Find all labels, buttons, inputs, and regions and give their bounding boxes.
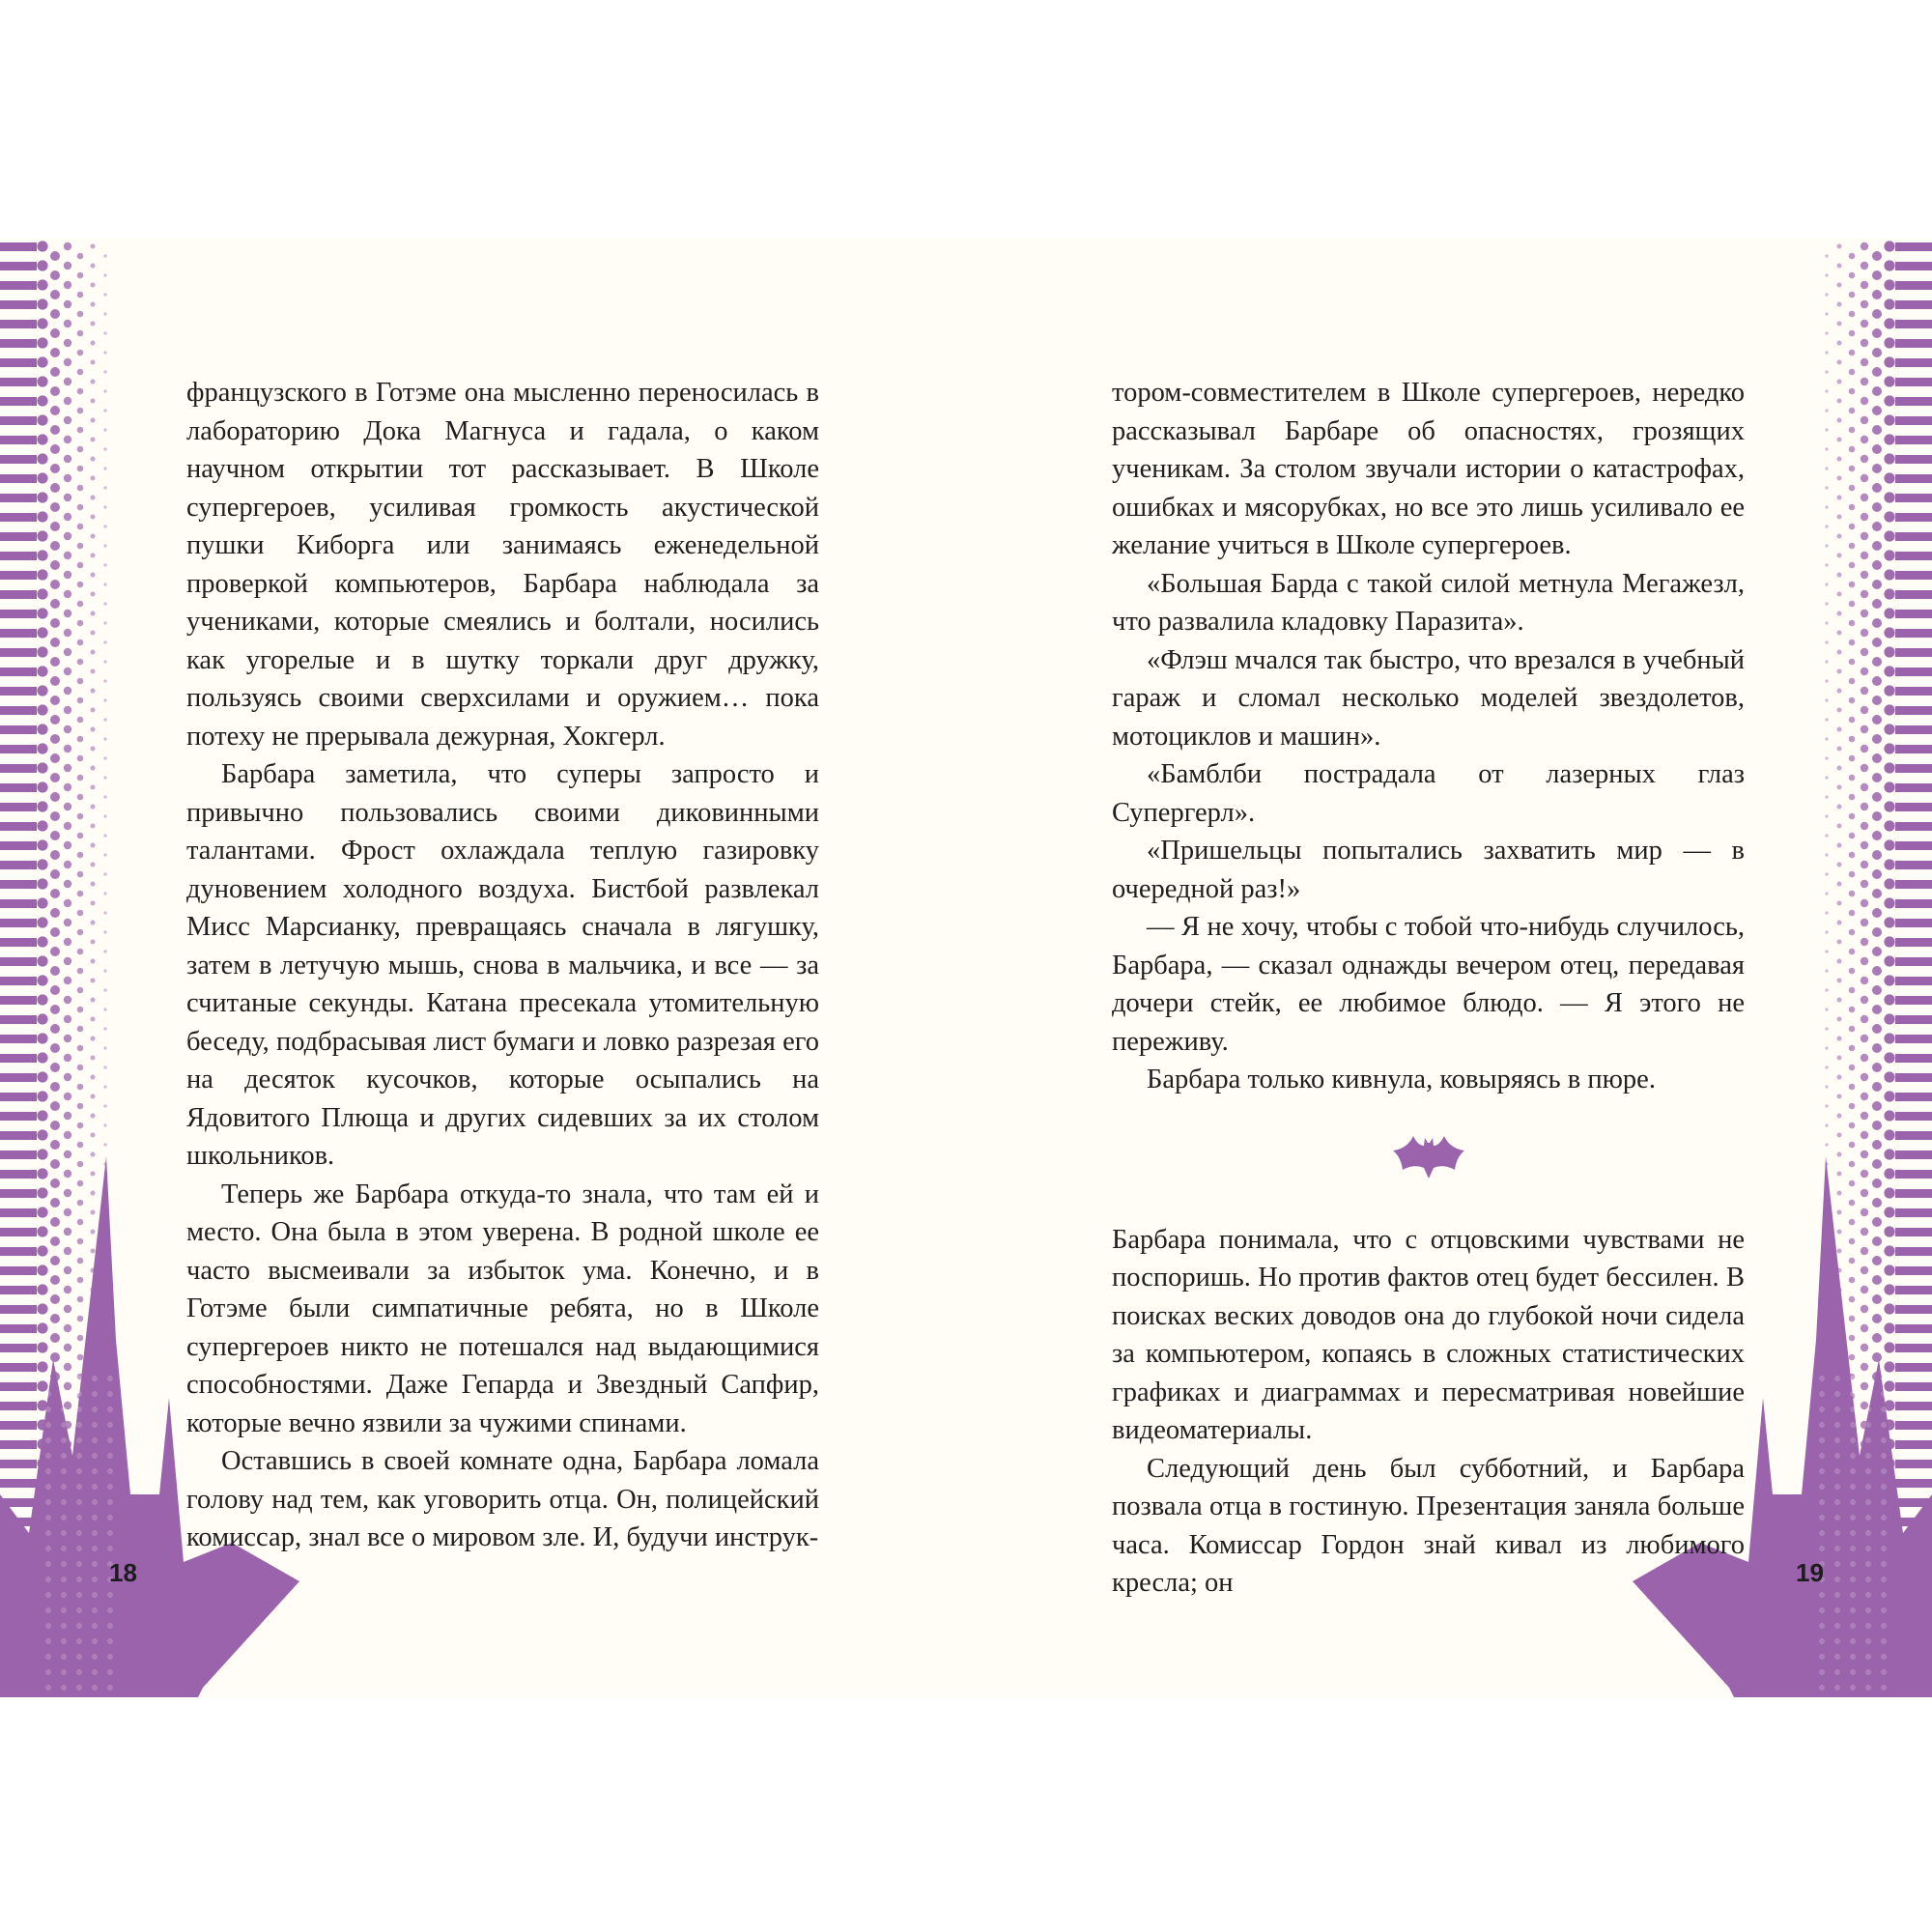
paragraph: Следующий день был субботний, и Барбара позвала отца в гостиную. Презентация заняла больше часа. Комиссар Гордон знай кивал из любимого кресла; он (1112, 1453, 1745, 1598)
paragraph: Барбара понимала, что с отцовскими чувствами не поспоришь. Но против фактов отец будет бессилен. В поисках веских доводов она до глубокой ночи сидела за компьютером, копаясь в сложных статистических графиках и диаграммах и пересматривая новейшие видеоматериалы. (1112, 1224, 1745, 1445)
paragraph: «Пришельцы попытались захватить мир — в очередной раз!» (1112, 836, 1745, 904)
page-number: 19 (1796, 1558, 1824, 1587)
left-page-text (186, 374, 819, 1557)
book-spread (0, 239, 1932, 1697)
paragraph: Барбара только кивнула, ковыряясь в пюре. (1147, 1065, 1656, 1094)
paragraph: Теперь же Барбара откуда-то знала, что там ей и место. Она была в этом уверена. В родной школе ее часто высмеивали за избыток ума. Конечно, и в Готэме были симпатичные ребята, но в Школе супергероев никто не потешался над выдающимися способностями. Даже Гепарда и Звездный Сапфир, которые вечно язвили за чужими спинами. (186, 1179, 819, 1438)
paragraph: «Большая Барда с такой силой метнула Мегажезл, что развалила кладовку Паразита». (1112, 568, 1745, 637)
paragraph: тором-совместителем в Школе супергероев, нередко рассказывал Барбаре об опасностях, грозящих ученикам. За столом звучали истории о катастрофах, ошибках и мясорубках, но все это лишь усиливало ее желание учиться в Школе супергероев. (1112, 378, 1745, 560)
paragraph: Барбара заметила, что суперы запросто и привычно пользовались своими диковинными талантами. Фрост охлаждала теплую газировку дуновением холодного воздуха. Бистбой развлекал Мисс Марсианку, превращаясь сначала в лягушку, затем в летучую мышь, снова в мальчика, и все — за считаные секунды. Катана пресекала утомительную беседу, подбрасывая лист бумаги и ловко разрезая его на десяток кусочков, которые осыпались на Ядовитого Плюща и других сидевших за их столом школьников. (186, 759, 819, 1171)
paragraph: — Я не хочу, чтобы с тобой что-нибудь случилось, Барбара, — сказал однажды вечером отец, передавая дочери стейк, ее любимое блюдо. — Я этого не переживу. (1112, 912, 1745, 1057)
paragraph: Оставшись в своей комнате одна, Барбара ломала голову над тем, как уговорить отца. Он, полицейский комиссар, знал все о мировом зле. И, будучи инструк- (186, 1446, 819, 1552)
paragraph: французского в Готэме она мысленно переносилась в лабораторию Дока Магнуса и гадала, о каком научном открытии тот рассказывает. В Школе супергероев, усиливая громкость акустической пушки Киборга или занимаясь еженедельной проверкой компьютеров, Барбара наблюдала за учениками, которые смеялись и болтали, носились как угорелые и в шутку торкали друг дружку, пользуясь своими сверхсилами и оружием… пока потеху не прерывала дежурная, Хокгерл. (186, 378, 819, 752)
right-page-text (1112, 374, 1745, 1603)
paragraph: «Бамблби пострадала от лазерных глаз Супергерл». (1112, 759, 1745, 828)
bat-icon (1392, 1133, 1465, 1179)
page-number: 18 (109, 1558, 137, 1587)
paragraph: «Флэш мчался так быстро, что врезался в учебный гараж и сломал несколько моделей звездолетов, мотоциклов и машин». (1112, 644, 1745, 752)
